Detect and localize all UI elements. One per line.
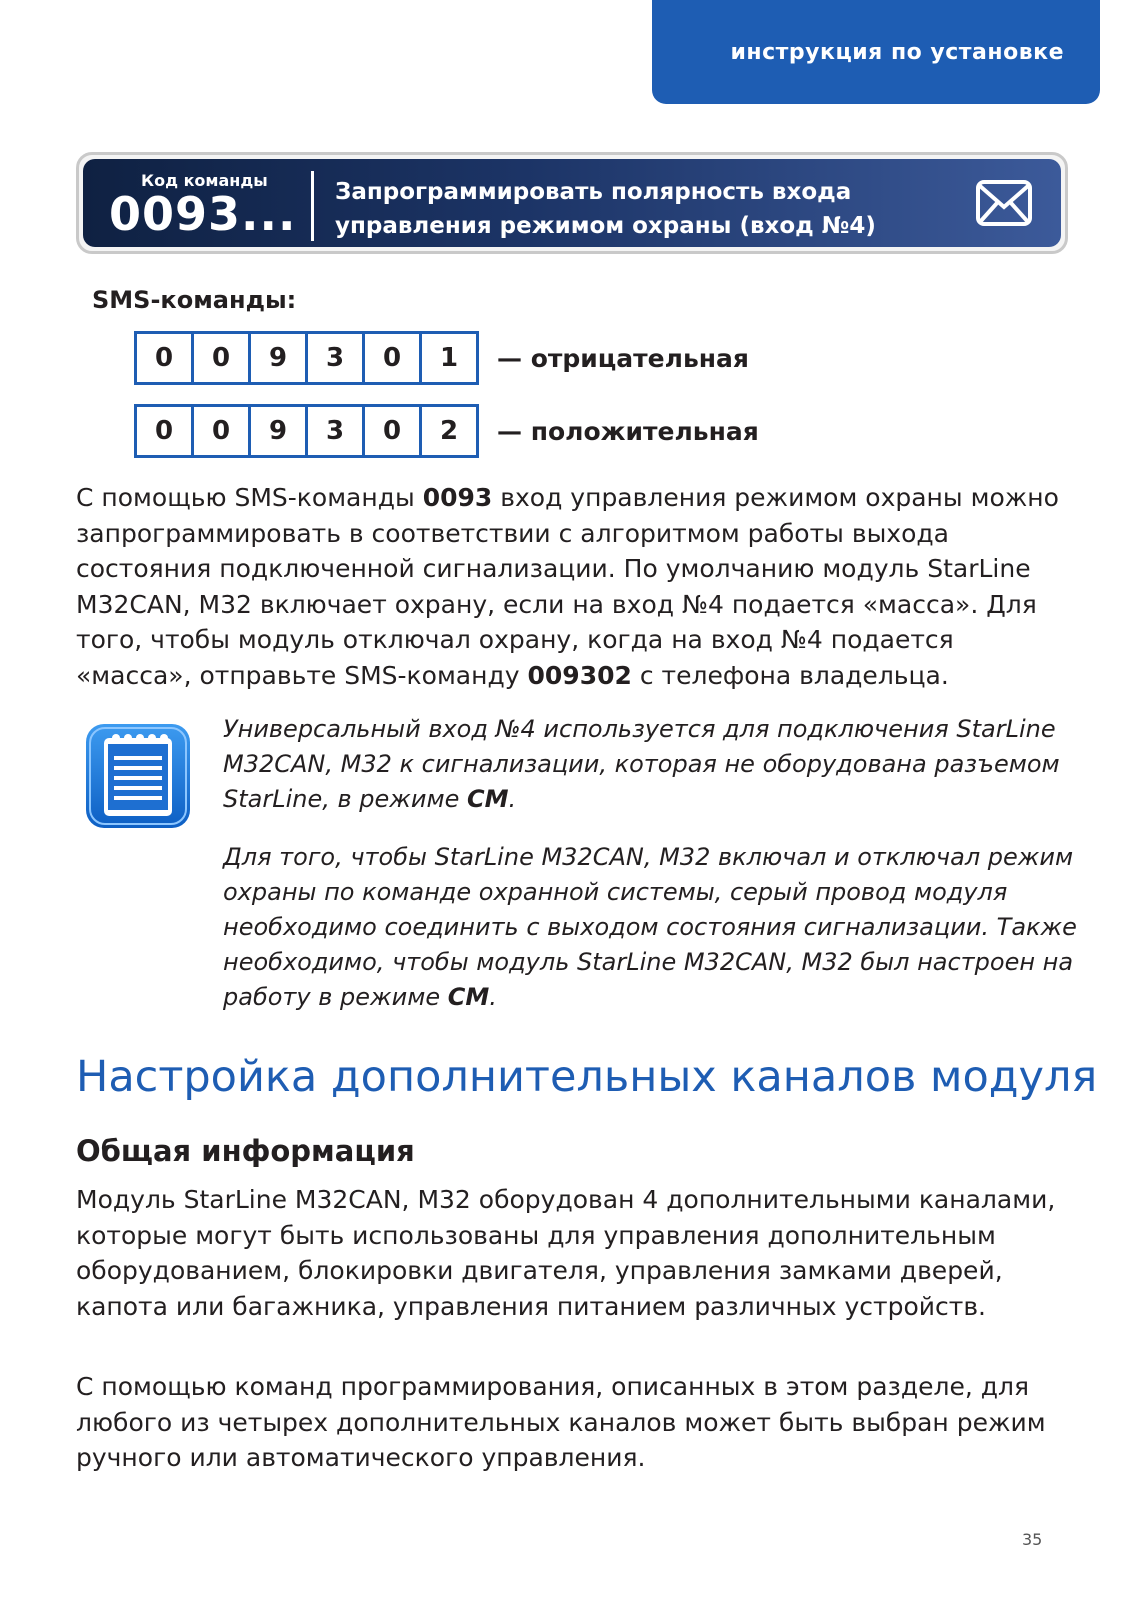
note-mode: CM: [447, 983, 490, 1011]
intro-text: С помощью SMS-команды: [76, 483, 423, 512]
code-digit: 1: [419, 334, 476, 382]
sms-code-row: [134, 404, 759, 458]
code-digit: 0: [362, 334, 419, 382]
code-digit: 0: [191, 407, 248, 455]
code-digit: 0: [191, 334, 248, 382]
code-digit: 0: [154, 343, 174, 373]
intro-paragraph: [76, 480, 1076, 693]
sms-heading: SMS-команды:: [92, 286, 297, 314]
command-block: [76, 152, 1068, 254]
command-code: 0093...: [109, 187, 297, 241]
section-tab-label: инструкция по установке: [730, 39, 1064, 65]
command-bar: [83, 159, 1061, 247]
page-number: 35: [1022, 1530, 1043, 1549]
command-code-label: Код команды: [141, 171, 268, 190]
note-text: Для того, чтобы StarLine M32CAN, M32 включал и отключал режим охраны по команде охранной системы, серый провод модуля необходимо соединить с выходом состояния сигнализации. Также необходимо, чтобы модуль StarLine M32CAN, M32 был настроен на работу в режиме: [223, 843, 1077, 1011]
note-paragraph-2: [223, 840, 1083, 1015]
intro-code: 009302: [527, 660, 632, 690]
intro-code: 0093: [422, 483, 493, 512]
code-description: — отрицательная: [497, 343, 749, 373]
code-digit: 9: [248, 334, 305, 382]
sms-code-digits: [134, 404, 479, 458]
sms-code-row: [134, 331, 749, 385]
section-tab: [652, 0, 1100, 104]
section-title: Настройка дополнительных каналов модуля: [76, 1052, 1098, 1102]
code-digit: 3: [305, 334, 362, 382]
command-title-line2: управления режимом охраны (вход №4): [335, 213, 876, 239]
command-separator: [311, 171, 314, 241]
code-digit: 0: [362, 407, 419, 455]
code-digit: 9: [248, 407, 305, 455]
code-description: — положительная: [497, 416, 759, 446]
note-text: Универсальный вход №4 используется для подключения StarLine M32CAN, M32 к сигнализации, которая не оборудована разъемом StarLine, в режиме: [223, 715, 1060, 813]
section-paragraph-2: С помощью команд программирования, описанных в этом разделе, для любого из четырех дополнительных каналов может быть выбран режим ручного или автоматического управления.: [76, 1372, 1046, 1472]
notepad-icon: [84, 722, 192, 830]
intro-text: с телефона владельца.: [631, 660, 949, 690]
command-title-line1: Запрограммировать полярность входа: [335, 179, 852, 205]
intro-text: вход управления режимом охраны можно запрограммировать в соответствии с алгоритмом работы выхода состояния подключенной сигнализации. По умолчанию модуль StarLine M32CAN, M32 включает охрану, если на вход №4 подается «масса». Для того, чтобы модуль отключал охрану, когда на вход №4 подается «масса», отправьте SMS-команду: [76, 483, 1059, 690]
note-mode: CM: [466, 785, 509, 813]
envelope-icon: [975, 179, 1033, 227]
section-paragraph-1: Модуль StarLine M32CAN, M32 оборудован 4 дополнительными каналами, которые могут быть использованы для управления дополнительным оборудованием, блокировки двигателя, управления замками дверей, капота или багажника, управления питанием различных устройств.: [76, 1185, 1056, 1321]
code-digit: 3: [305, 407, 362, 455]
code-digit: 0: [154, 416, 174, 446]
note-paragraph-1: [223, 712, 1083, 817]
command-title: [335, 175, 876, 243]
note-text: .: [508, 785, 517, 813]
note-text: .: [489, 983, 497, 1011]
sms-code-digits: [134, 331, 479, 385]
code-digit: 2: [419, 407, 476, 455]
section-subtitle: Общая информация: [76, 1134, 415, 1168]
